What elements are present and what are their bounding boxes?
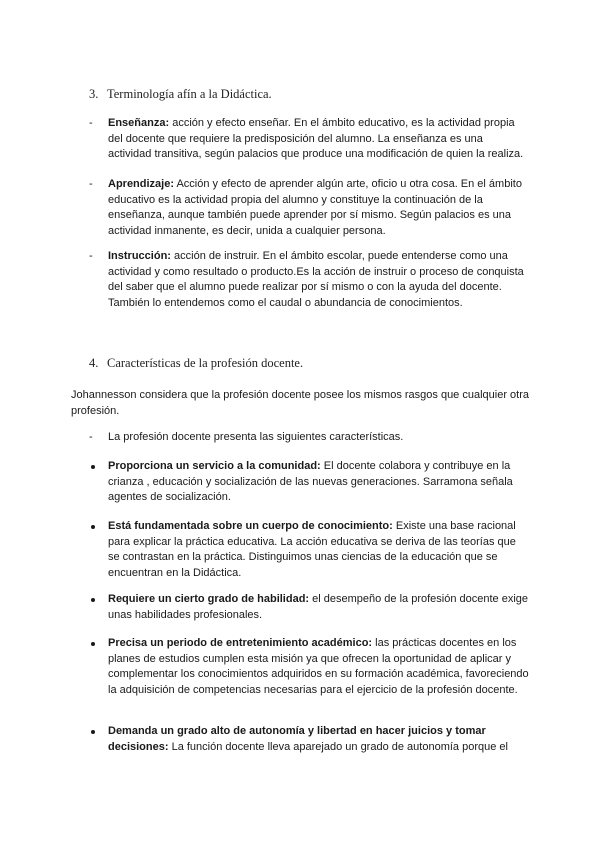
characteristic-item bbox=[89, 519, 529, 581]
definition-item bbox=[89, 249, 529, 311]
characteristic-item bbox=[89, 592, 529, 623]
dash-marker: - bbox=[89, 117, 93, 129]
definition-term: Aprendizaje: bbox=[108, 178, 175, 190]
definition-item bbox=[89, 177, 529, 239]
definition-text: acción de instruir. En el ámbito escolar, puede entenderse como una actividad y como resultado o producto.Es la acción de instruir o proceso de conquista del saber que el alumno puede realizar por sí mismo o con la ayuda del docente. También lo entendemos como el caudal o abundancia de conocimientos. bbox=[108, 250, 524, 309]
characteristic-term: Proporciona un servicio a la comunidad: bbox=[108, 460, 321, 472]
section-4-title: Características de la profesión docente. bbox=[107, 356, 304, 370]
list-item-text: La profesión docente presenta las siguientes características. bbox=[108, 431, 404, 443]
section-3-title: Terminología afín a la Didáctica. bbox=[107, 87, 272, 101]
characteristic-text: El docente colabora y contribuye en la crianza , educación y socialización de las nuevas generaciones. Sarramona señala agentes de socialización. bbox=[108, 460, 513, 503]
bullet-dot-icon bbox=[91, 598, 95, 602]
definition-text: Acción y efecto de aprender algún arte, oficio u otra cosa. En el ámbito educativo es la actividad propia del alumno y constituye la continuación de la enseñanza, aunque también puede aprender por sí mismo. Según palacios es una actividad inmanente, es decir, unida a cualquier persona. bbox=[108, 178, 522, 237]
bullet-dot-icon bbox=[91, 642, 95, 646]
definition-term: Enseñanza: bbox=[108, 117, 170, 129]
characteristic-text: Existe una base racional para explicar la práctica educativa. La acción educativa se deriva de las teorías que se contrastan en la práctica. Distinguimos unas ciencias de la educación que se encuentran en la Didáctica. bbox=[108, 520, 516, 579]
definition-item bbox=[89, 116, 529, 163]
list-item bbox=[89, 430, 529, 446]
section-3-heading bbox=[89, 87, 272, 103]
section-3-number: 3. bbox=[89, 87, 99, 101]
characteristic-text: el desempeño de la profesión docente exige unas habilidades profesionales. bbox=[108, 593, 529, 621]
characteristic-item bbox=[89, 636, 529, 698]
characteristic-term: Demanda un grado alto de autonomía y libertad en hacer juicios y tomar decisiones: bbox=[108, 725, 486, 753]
characteristic-text: La función docente lleva aparejado un grado de autonomía porque el bbox=[168, 740, 508, 753]
intro-paragraph: Johannesson considera que la profesión docente posee los mismos rasgos que cualquier otra profesión. bbox=[71, 389, 530, 417]
characteristic-item bbox=[89, 459, 529, 506]
section-4-number: 4. bbox=[89, 356, 99, 370]
bullet-dot-icon bbox=[91, 730, 95, 734]
bullet-dot-icon bbox=[91, 465, 95, 469]
characteristic-term: Está fundamentada sobre un cuerpo de conocimiento: bbox=[108, 520, 393, 532]
characteristic-text: las prácticas docentes en los planes de estudios cumplen esta misión ya que ofrecen la oportunidad de aplicar y complementar los conocimientos adquiridos en su formación académica, favoreciendo la adquisición de competencias necesarias para el ejercicio de la profesión docente. bbox=[108, 637, 529, 696]
bullet-dot-icon bbox=[91, 525, 95, 529]
characteristic-term: Precisa un periodo de entretenimiento académico: bbox=[108, 637, 373, 649]
characteristic-item bbox=[89, 724, 529, 755]
section-4-heading bbox=[89, 356, 303, 372]
dash-marker: - bbox=[89, 250, 93, 262]
dash-marker: - bbox=[89, 431, 93, 443]
definition-term: Instrucción: bbox=[108, 250, 171, 262]
characteristic-term: Requiere un cierto grado de habilidad: bbox=[108, 593, 310, 605]
dash-marker: - bbox=[89, 178, 93, 190]
definition-text: acción y efecto enseñar. En el ámbito educativo, es la actividad propia del docente que requiere la predisposición del alumno. La enseñanza es una actividad transitiva, según palacios que produce una modificación de quien la realiza. bbox=[108, 117, 524, 160]
